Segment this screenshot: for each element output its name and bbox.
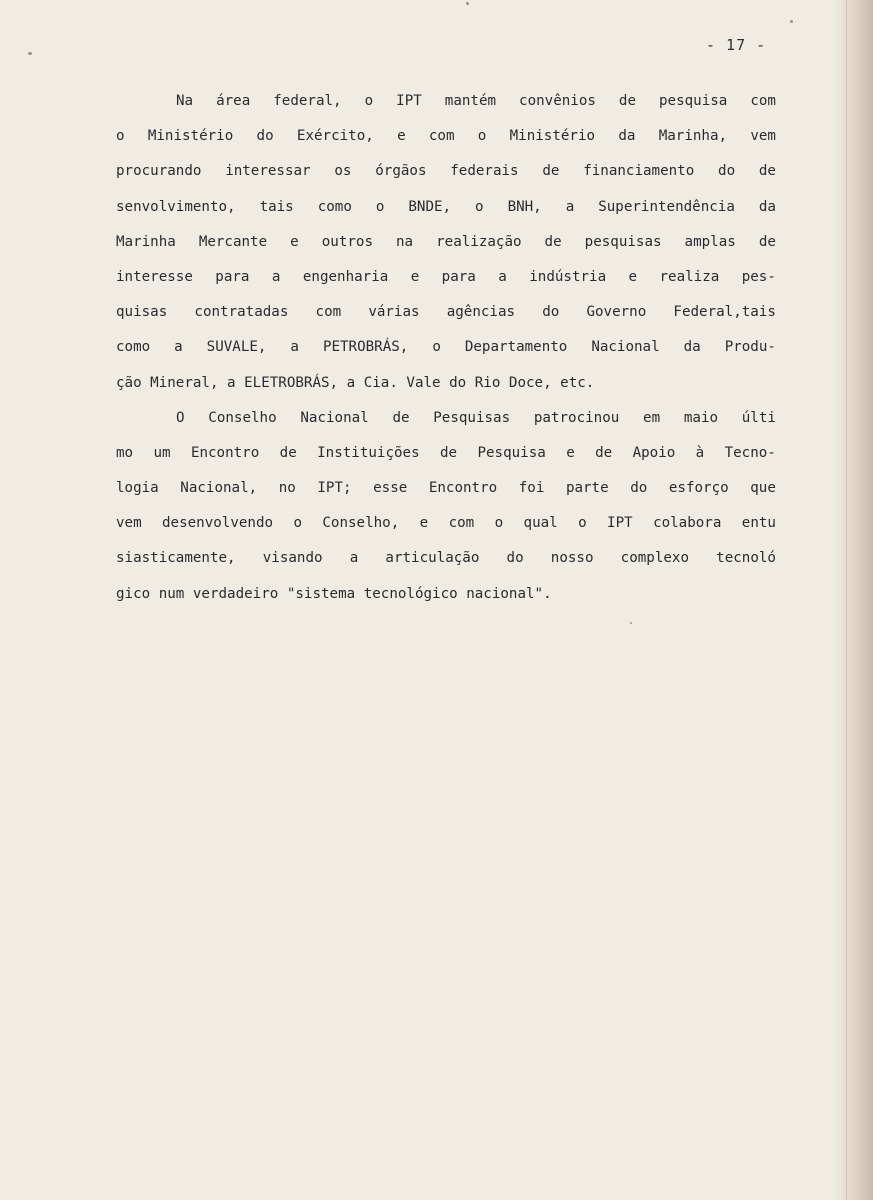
- text-line: [116, 442, 776, 477]
- word: do: [630, 480, 648, 497]
- word: Produ-: [724, 339, 776, 356]
- word: BNDE,: [408, 198, 452, 215]
- word: do: [256, 128, 274, 145]
- word: pes-: [741, 268, 776, 285]
- word: da: [683, 339, 701, 356]
- paper-speck: [466, 2, 469, 5]
- word: SUVALE,: [206, 339, 267, 356]
- text-line: [116, 196, 776, 231]
- word: área: [216, 93, 251, 109]
- word: na: [396, 233, 414, 250]
- word: no: [278, 480, 296, 497]
- word: com: [448, 515, 475, 532]
- word: o: [578, 515, 587, 532]
- word: desenvolvendo: [162, 515, 274, 532]
- word: como: [317, 198, 352, 215]
- word: de: [542, 163, 560, 180]
- word: e: [566, 444, 575, 461]
- word: de: [758, 163, 776, 180]
- word: interessar: [225, 163, 311, 180]
- word: várias: [368, 304, 420, 321]
- word: Marinha,: [658, 128, 728, 145]
- word: com: [750, 93, 776, 109]
- word: a: [565, 198, 575, 215]
- word: de: [279, 444, 297, 461]
- word: Nacional: [300, 409, 369, 426]
- word: Mercante: [198, 233, 268, 250]
- word: o: [477, 128, 487, 145]
- text-line: [116, 160, 776, 195]
- word: Nacional: [591, 339, 660, 356]
- word: realização: [436, 233, 522, 250]
- text-line: [116, 407, 776, 442]
- word: federais: [450, 163, 519, 180]
- word: para: [215, 268, 250, 285]
- word: o: [116, 128, 125, 145]
- word: e: [410, 268, 420, 285]
- word: agências: [446, 304, 516, 321]
- word: para: [441, 268, 476, 285]
- word: esse: [373, 480, 408, 497]
- page-number: - 17 -: [706, 36, 767, 54]
- word: e: [290, 233, 299, 250]
- word: esforço: [668, 480, 729, 497]
- word: o: [475, 198, 484, 215]
- word: Departamento: [464, 339, 568, 356]
- word: procurando: [116, 163, 202, 180]
- word: quisas: [116, 304, 168, 321]
- word: Federal,tais: [673, 304, 776, 321]
- word: Pesquisas: [433, 409, 511, 426]
- word: tais: [259, 198, 294, 215]
- text-line: [116, 512, 776, 547]
- word: do: [542, 304, 560, 321]
- word: qual: [523, 515, 558, 532]
- word: mo: [116, 444, 134, 461]
- text-line: [116, 231, 776, 266]
- word: a: [174, 339, 183, 356]
- word: de: [544, 233, 562, 250]
- word: de: [440, 444, 458, 461]
- word: Nacional,: [180, 480, 258, 497]
- word: O: [176, 409, 185, 426]
- word: do: [506, 550, 524, 567]
- word: a: [349, 550, 359, 567]
- word: do: [718, 163, 736, 180]
- word: últi: [741, 409, 776, 426]
- page-edge-line: [846, 0, 847, 1200]
- word: vem: [116, 515, 142, 532]
- page-edge-shadow: [833, 0, 873, 1200]
- word: senvolvimento,: [116, 198, 236, 215]
- paper-speck: [28, 52, 32, 55]
- word: em: [643, 409, 661, 426]
- word: e: [419, 515, 429, 532]
- text-line: [116, 336, 776, 371]
- word: IPT: [607, 515, 633, 532]
- word: maio: [683, 409, 719, 426]
- word: IPT;: [317, 480, 352, 497]
- word: a: [290, 339, 299, 356]
- word: Superintendência: [598, 198, 735, 215]
- word: Tecno-: [724, 444, 776, 461]
- word: da: [758, 198, 776, 215]
- word: de: [758, 233, 776, 250]
- word: com: [428, 128, 455, 145]
- word: à: [695, 444, 705, 461]
- word: a: [271, 268, 281, 285]
- text-line: [116, 90, 776, 125]
- word: Encontro: [190, 444, 260, 461]
- word: contratadas: [194, 304, 289, 321]
- word: nosso: [550, 550, 594, 567]
- text-line: [116, 477, 776, 512]
- word: indústria: [529, 268, 607, 285]
- word: Na: [176, 93, 194, 109]
- word: vem: [750, 128, 776, 145]
- word: Marinha: [116, 233, 176, 250]
- word: patrocinou: [533, 409, 620, 426]
- text-line: [116, 266, 776, 301]
- word: Pesquisa: [477, 444, 546, 461]
- word: Instituições: [317, 444, 420, 461]
- body-text: [116, 90, 776, 618]
- word: BNH,: [507, 198, 542, 215]
- paper-speck: [630, 622, 632, 624]
- word: complexo: [620, 550, 689, 567]
- word: que: [750, 480, 776, 497]
- word: Ministério: [147, 128, 234, 145]
- word: Conselho: [208, 409, 277, 426]
- word: financiamento: [583, 163, 695, 180]
- word: logia: [116, 480, 159, 497]
- word: e: [397, 128, 406, 145]
- word: Apoio: [632, 444, 676, 461]
- word: o: [432, 339, 441, 356]
- word: outros: [321, 233, 373, 250]
- word: Encontro: [428, 480, 498, 497]
- word: o: [364, 93, 374, 109]
- word: o: [375, 198, 385, 215]
- word: convênios: [519, 93, 596, 109]
- word: de: [618, 93, 636, 109]
- word: de: [392, 409, 410, 426]
- word: Exército,: [296, 128, 374, 145]
- word: pesquisas: [584, 233, 662, 250]
- word: como: [116, 339, 151, 356]
- word: o: [293, 515, 302, 532]
- word: articulação: [385, 550, 480, 567]
- word: órgãos: [375, 163, 427, 180]
- word: Ministério: [509, 128, 596, 145]
- text-line: [116, 547, 776, 582]
- word: pesquisa: [659, 93, 728, 109]
- word: colabora: [653, 515, 722, 532]
- word: parte: [565, 480, 609, 497]
- word: engenharia: [302, 268, 389, 285]
- word: um: [153, 444, 171, 461]
- word: mantém: [444, 93, 497, 109]
- word: foi: [518, 480, 545, 497]
- paper-speck: [790, 20, 793, 23]
- word: da: [618, 128, 636, 145]
- word: os: [334, 163, 352, 180]
- word: de: [595, 444, 613, 461]
- word: e: [628, 268, 638, 285]
- word: tecnoló: [716, 550, 776, 567]
- text-line: gico num verdadeiro "sistema tecnológico nacional".: [116, 585, 552, 602]
- word: com: [315, 304, 342, 321]
- word: Conselho,: [322, 515, 400, 532]
- text-line: [116, 125, 776, 160]
- word: Governo: [586, 304, 647, 321]
- word: visando: [262, 550, 323, 567]
- text-line: [116, 301, 776, 336]
- word: entu: [741, 515, 776, 532]
- text-line: ção Mineral, a ELETROBRÁS, a Cia. Vale do Rio Doce, etc.: [116, 374, 595, 391]
- word: realiza: [659, 268, 720, 285]
- word: amplas: [684, 233, 736, 250]
- word: a: [498, 268, 507, 285]
- word: PETROBRÁS,: [322, 339, 409, 356]
- word: interesse: [116, 268, 193, 285]
- word: siasticamente,: [116, 550, 236, 567]
- word: federal,: [273, 93, 342, 109]
- word: o: [494, 515, 504, 532]
- word: IPT: [396, 93, 422, 109]
